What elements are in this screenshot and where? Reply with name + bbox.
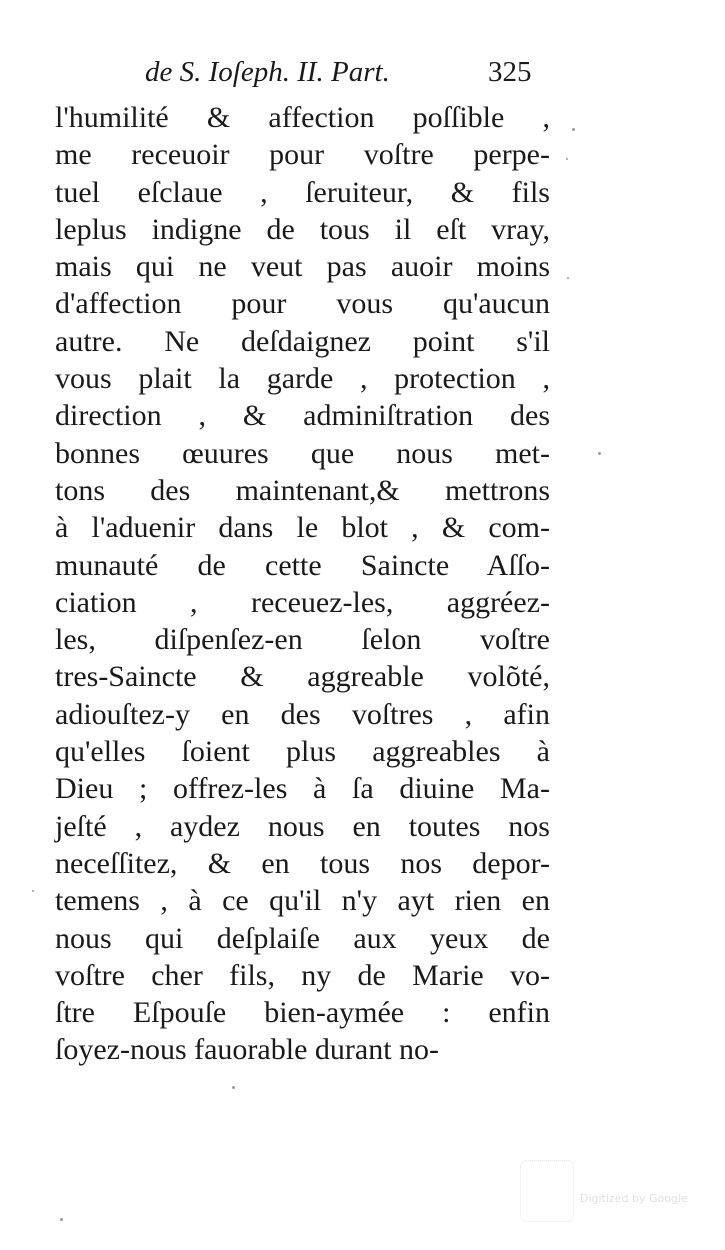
text-line: tres-Saincte & aggreable volõté, — [55, 660, 550, 694]
text-line: bonnes œuures que nous met- — [55, 436, 550, 470]
paper-speck — [566, 158, 568, 160]
text-line: ſtre Eſpouſe bien-aymée : enfin — [55, 996, 550, 1030]
text-line: temens , à ce qu'il n'y ayt rien en — [55, 884, 550, 918]
paper-speck — [32, 890, 34, 892]
text-line: ſoyez-nous fauorable durant no- — [55, 1033, 440, 1067]
text-line: les, diſpenſez-en ſelon voſtre — [55, 623, 550, 657]
running-head — [145, 52, 565, 92]
text-line: d'affection pour vous qu'aucun — [55, 287, 550, 321]
text-line: Dieu ; offrez-les à ſa diuine Ma- — [55, 772, 550, 806]
watermark — [520, 1160, 700, 1220]
text-line: tuel eſclaue , ſeruiteur, & fils — [55, 175, 550, 209]
text-line: tons des maintenant,& mettrons — [55, 473, 550, 507]
page-number: 325 — [488, 56, 532, 88]
paper-speck — [60, 1218, 63, 1221]
watermark-seal-icon — [520, 1160, 574, 1222]
watermark-text: Digitized by Google — [580, 1192, 688, 1205]
text-line: autre. Ne deſdaignez point s'il — [55, 324, 550, 358]
text-line: adiouſtez-y en des voſtres , afin — [55, 697, 550, 731]
text-line: jeſté , aydez nous en toutes nos — [55, 809, 550, 843]
text-line: neceſſitez, & en tous nos depor- — [55, 846, 550, 880]
paper-speck — [567, 277, 569, 279]
text-line: à l'aduenir dans le blot , & com- — [55, 511, 550, 545]
text-line: l'humilité & affection poſſible , — [55, 101, 550, 134]
text-line: direction , & adminiſtration des — [55, 399, 550, 433]
text-line: nous qui deſplaiſe aux yeux de — [55, 921, 550, 955]
text-line: vous plait la garde , protection , — [55, 362, 550, 396]
text-line: ciation , receuez-les, aggréez- — [55, 585, 550, 619]
paper-speck — [572, 128, 575, 131]
text-line: mais qui ne veut pas auoir moins — [55, 250, 550, 284]
text-line: munauté de cette Saincte Aſſo- — [55, 548, 550, 582]
body-text — [55, 99, 550, 1069]
text-line: me receuoir pour voſtre perpe- — [55, 138, 550, 172]
running-title: de S. Ioſeph. II. Part. — [145, 56, 390, 88]
text-line: qu'elles ſoient plus aggreables à — [55, 735, 550, 769]
paper-speck — [232, 1086, 235, 1089]
paper-speck — [598, 452, 601, 455]
text-line: voſtre cher fils, ny de Marie vo- — [55, 958, 550, 992]
text-line: leplus indigne de tous il eſt vray, — [55, 212, 550, 246]
